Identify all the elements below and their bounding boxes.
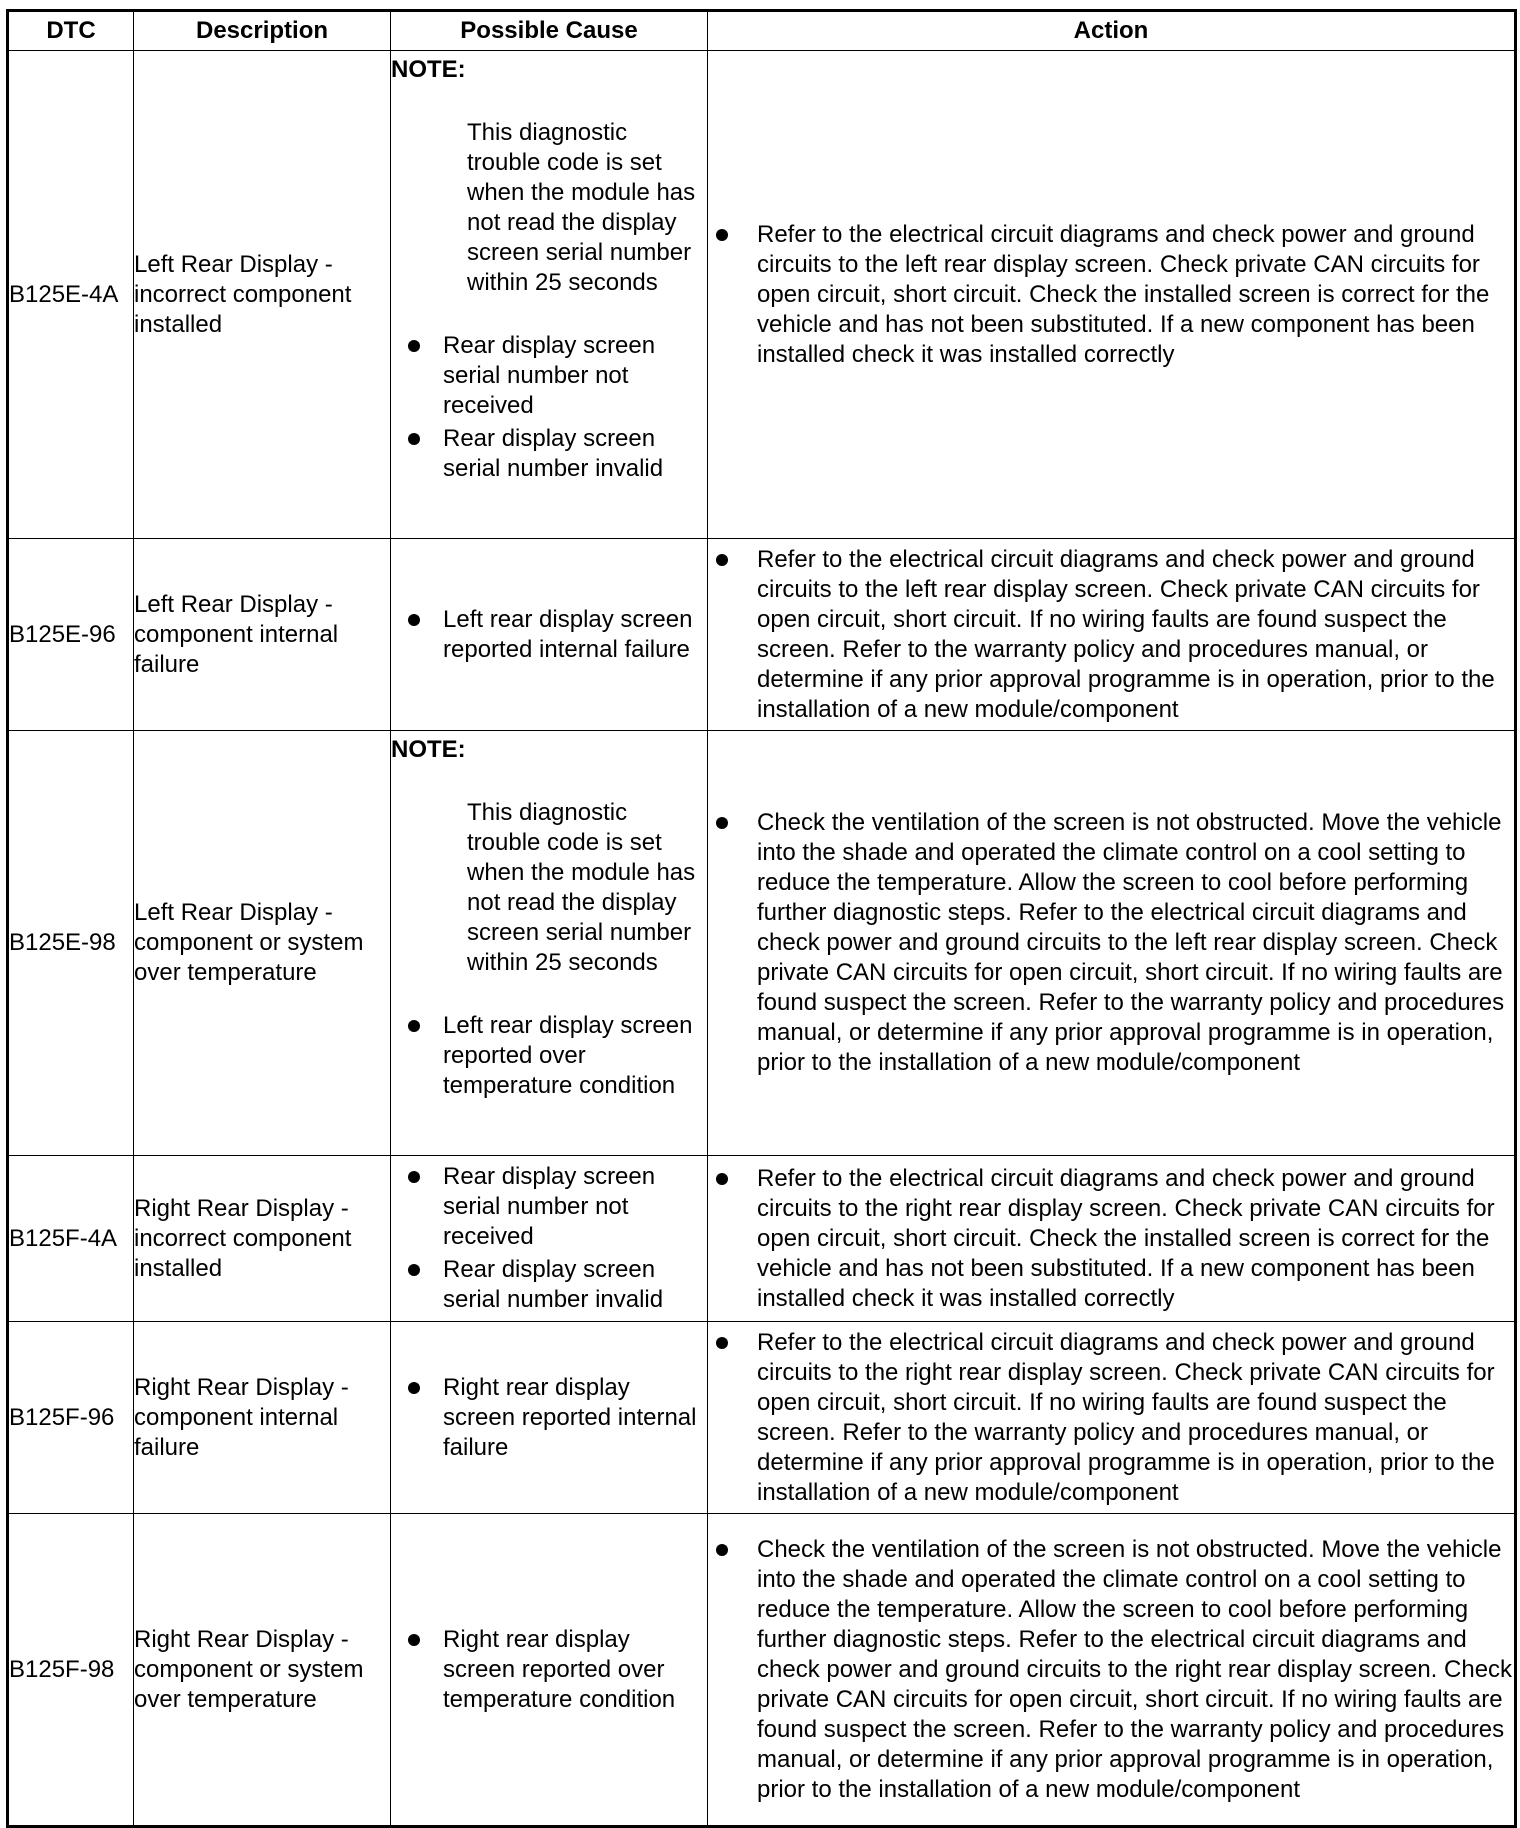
dtc-code: B125E-98	[8, 731, 134, 1156]
dtc-description: Right Rear Display - component or system over temperature	[134, 1514, 391, 1827]
possible-cause-cell	[391, 539, 708, 731]
column-header-possible-cause: Possible Cause	[391, 11, 708, 51]
cause-list	[391, 1373, 707, 1463]
action-item	[708, 1164, 1514, 1314]
dtc-code: B125F-98	[8, 1514, 134, 1827]
cause-text: Rear display screen serial number invalid	[443, 1256, 664, 1313]
action-list	[708, 808, 1514, 1078]
action-text: Refer to the electrical circuit diagrams and check power and ground circuits to the right rear display screen. Check private CAN circuits for open circuit, short circuit. If no wiring faults are found suspect the screen. Refer to the warranty policy and procedures manual, or determine if any prior approval programme is in operation, prior to the installation of a new module/component	[757, 1328, 1495, 1506]
dtc-description: Right Rear Display - incorrect component installed	[134, 1156, 391, 1322]
bullet-icon	[408, 340, 420, 352]
cause-text: Left rear display screen reported over temperature condition	[443, 1012, 693, 1099]
action-cell	[708, 539, 1516, 731]
action-item	[708, 1328, 1514, 1508]
action-list	[708, 1535, 1514, 1805]
cause-item	[391, 1162, 707, 1252]
action-list	[708, 220, 1514, 370]
cause-item	[391, 605, 707, 665]
cause-list	[391, 605, 707, 665]
cause-list	[391, 1011, 707, 1101]
action-text: Refer to the electrical circuit diagrams and check power and ground circuits to the right rear display screen. Check private CAN circuits for open circuit, short circuit. Check the installed screen is correct for the vehicle and has not been substituted. If a new component has been installed check it was installed correctly	[757, 1164, 1495, 1312]
bullet-icon	[408, 1634, 420, 1646]
dtc-description: Left Rear Display - component or system over temperature	[134, 731, 391, 1156]
cause-list	[391, 331, 707, 484]
cause-list	[391, 1162, 707, 1315]
action-cell	[708, 1514, 1516, 1827]
cause-text: Rear display screen serial number not received	[443, 332, 656, 419]
action-cell	[708, 731, 1516, 1156]
bullet-icon	[716, 1544, 728, 1556]
bullet-icon	[408, 1171, 420, 1183]
table-header-row	[8, 11, 1516, 51]
possible-cause-cell	[391, 1514, 708, 1827]
action-item	[708, 545, 1514, 725]
column-header-dtc: DTC	[8, 11, 134, 51]
dtc-description: Left Rear Display - component internal failure	[134, 539, 391, 731]
table-row	[8, 731, 1516, 1156]
possible-cause-cell	[391, 731, 708, 1156]
table-row	[8, 1322, 1516, 1514]
cause-item	[391, 1011, 707, 1101]
cause-text: Left rear display screen reported internal failure	[443, 605, 693, 663]
dtc-table	[6, 9, 1517, 1828]
table-row	[8, 1156, 1516, 1322]
action-list	[708, 1164, 1514, 1314]
bullet-icon	[716, 1173, 728, 1185]
bullet-icon	[716, 1337, 728, 1349]
cause-item	[391, 1625, 707, 1715]
cause-item	[391, 1373, 707, 1463]
action-list	[708, 1328, 1514, 1508]
column-header-description: Description	[134, 11, 391, 51]
possible-cause-cell	[391, 1322, 708, 1514]
action-cell	[708, 1322, 1516, 1514]
bullet-icon	[408, 614, 420, 626]
action-cell	[708, 1156, 1516, 1322]
action-text: Refer to the electrical circuit diagrams and check power and ground circuits to the left rear display screen. Check private CAN circuits for open circuit, short circuit. Check the installed screen is correct for the vehicle and has not been substituted. If a new component has been installed check it was installed correctly	[757, 220, 1490, 368]
cause-text: Rear display screen serial number not received	[443, 1163, 656, 1250]
cause-item	[391, 331, 707, 421]
cause-text: Right rear display screen reported internal failure	[443, 1373, 697, 1461]
action-text: Refer to the electrical circuit diagrams and check power and ground circuits to the left rear display screen. Check private CAN circuits for open circuit, short circuit. If no wiring faults are found suspect the screen. Refer to the warranty policy and procedures manual, or determine if any prior approval programme is in operation, prior to the installation of a new module/component	[757, 545, 1495, 723]
action-text: Check the ventilation of the screen is not obstructed. Move the vehicle into the shade and operated the climate control on a cool setting to reduce the temperature. Allow the screen to cool before performing further diagnostic steps. Refer to the electrical circuit diagrams and check power and ground circuits to the right rear display screen. Check private CAN circuits for open circuit, short circuit. If no wiring faults are found suspect the screen. Refer to the warranty policy and procedures manual, or determine if any prior approval programme is in operation, prior to the installation of a new module/component	[757, 1535, 1513, 1803]
dtc-description: Left Rear Display - incorrect component installed	[134, 51, 391, 539]
cause-list	[391, 1625, 707, 1715]
action-list	[708, 545, 1514, 725]
bullet-icon	[408, 433, 420, 445]
note-label: NOTE:	[391, 736, 466, 763]
action-item	[708, 220, 1514, 370]
bullet-icon	[716, 817, 728, 829]
action-item	[708, 808, 1514, 1078]
column-header-action: Action	[708, 11, 1516, 51]
dtc-description: Right Rear Display - component internal failure	[134, 1322, 391, 1514]
bullet-icon	[716, 554, 728, 566]
cause-item	[391, 424, 707, 484]
bullet-icon	[716, 229, 728, 241]
cause-item	[391, 1255, 707, 1315]
bullet-icon	[408, 1020, 420, 1032]
table-row	[8, 1514, 1516, 1827]
action-item	[708, 1535, 1514, 1805]
note-label: NOTE:	[391, 56, 466, 83]
dtc-code: B125E-96	[8, 539, 134, 731]
note-text: This diagnostic trouble code is set when the module has not read the display screen serial number within 25 seconds	[467, 799, 696, 976]
possible-cause-cell	[391, 1156, 708, 1322]
cause-text: Right rear display screen reported over temperature condition	[443, 1625, 676, 1713]
table-row	[8, 51, 1516, 539]
action-text: Check the ventilation of the screen is not obstructed. Move the vehicle into the shade and operated the climate control on a cool setting to reduce the temperature. Allow the screen to cool before performing further diagnostic steps. Refer to the electrical circuit diagrams and check power and ground circuits to the left rear display screen. Check private CAN circuits for open circuit, short circuit. If no wiring faults are found suspect the screen. Refer to the warranty policy and procedures manual, or determine if any prior approval programme is in operation, prior to the installation of a new module/component	[757, 809, 1505, 1076]
bullet-icon	[408, 1382, 420, 1394]
possible-cause-cell	[391, 51, 708, 539]
dtc-code: B125F-96	[8, 1322, 134, 1514]
action-cell	[708, 51, 1516, 539]
bullet-icon	[408, 1264, 420, 1276]
note-text: This diagnostic trouble code is set when the module has not read the display screen serial number within 25 seconds	[467, 119, 696, 296]
dtc-code: B125F-4A	[8, 1156, 134, 1322]
dtc-code: B125E-4A	[8, 51, 134, 539]
cause-text: Rear display screen serial number invalid	[443, 425, 664, 482]
table-row	[8, 539, 1516, 731]
